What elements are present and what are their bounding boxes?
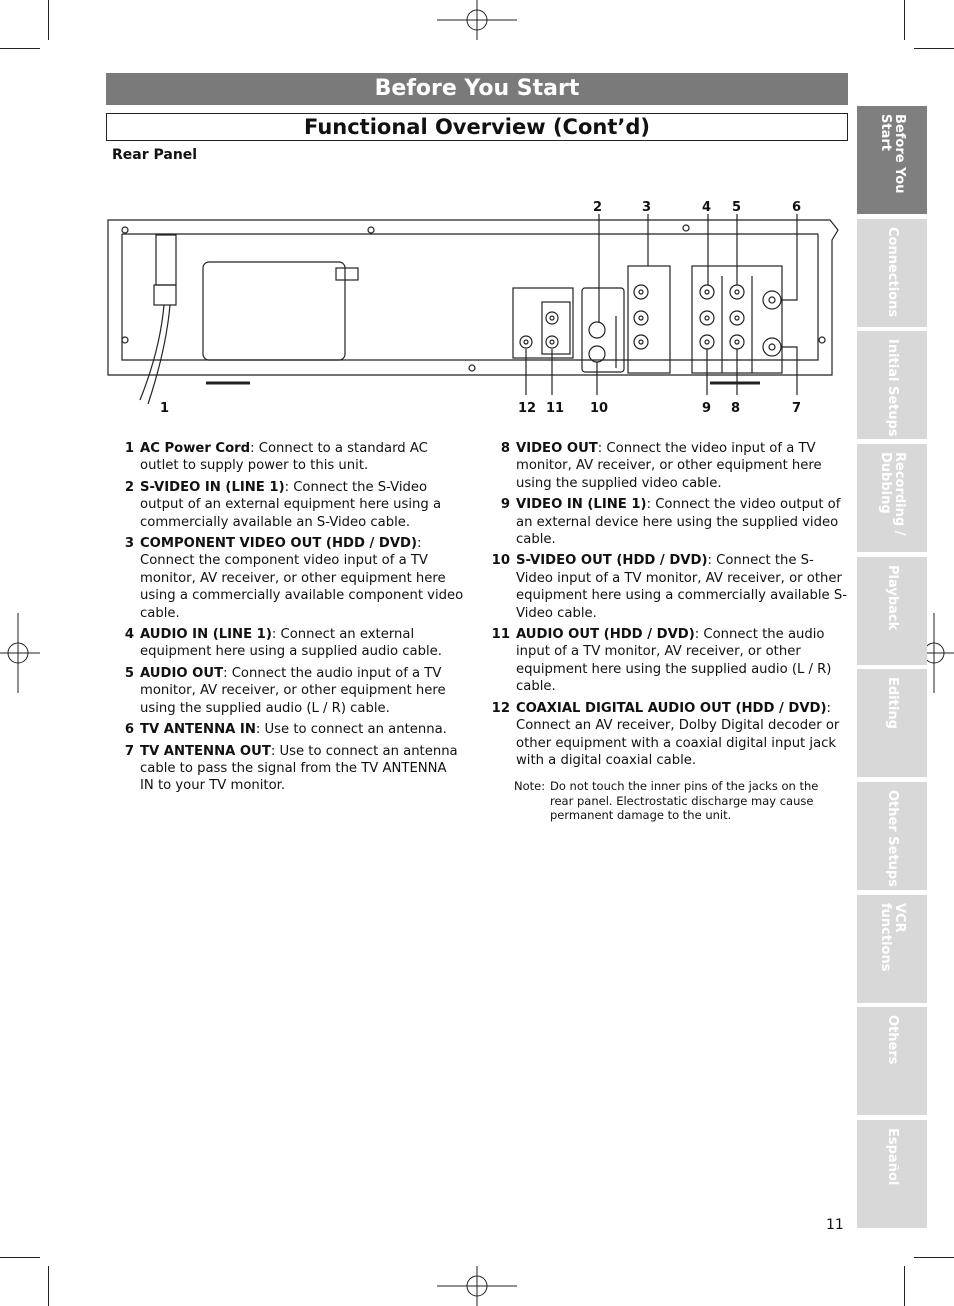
items-left-column bbox=[112, 440, 464, 799]
item-number: 2 bbox=[124, 479, 134, 495]
item-description: : Connect the S-Video output of an external equipment here using a commercially available an S-Video cable. bbox=[140, 479, 442, 530]
item-title: S-VIDEO OUT (HDD / DVD) bbox=[516, 553, 708, 569]
callout-11: 11 bbox=[546, 401, 565, 416]
item-title: AC Power Cord bbox=[140, 441, 251, 456]
list-item bbox=[488, 626, 848, 696]
list-item bbox=[488, 700, 848, 770]
tab-label: Playback bbox=[885, 565, 900, 631]
item-description: : Connect the S-Video input of a TV monitor, AV receiver, or other equipment here using a commercially available S-Video cable. bbox=[516, 553, 847, 621]
item-number: 12 bbox=[491, 700, 510, 716]
item-title: VIDEO IN (LINE 1) bbox=[516, 497, 647, 513]
callout-10: 10 bbox=[590, 401, 609, 416]
tab-before-you-start[interactable] bbox=[857, 106, 927, 214]
tab-label: Others bbox=[885, 1015, 900, 1065]
callout-8: 8 bbox=[731, 401, 741, 416]
tab-label: Connections bbox=[885, 227, 900, 318]
item-title: S-VIDEO IN (LINE 1) bbox=[140, 479, 285, 495]
registration-mark-top bbox=[437, 0, 517, 40]
rear-panel-heading: Rear Panel bbox=[112, 147, 198, 163]
section-title: Before You Start bbox=[106, 73, 848, 105]
tab-recording-dubbing[interactable] bbox=[857, 444, 927, 552]
callout-1: 1 bbox=[160, 401, 170, 416]
tab-espanol[interactable] bbox=[857, 1120, 927, 1228]
item-number: 1 bbox=[124, 441, 134, 456]
item-number: 10 bbox=[491, 553, 510, 569]
item-number: 7 bbox=[124, 743, 134, 759]
tab-other-setups[interactable] bbox=[857, 782, 927, 890]
item-number: 3 bbox=[124, 536, 134, 552]
rear-panel-diagram bbox=[100, 190, 845, 420]
page-title: Functional Overview (Cont’d) bbox=[106, 113, 848, 141]
crop-mark bbox=[0, 48, 40, 49]
registration-mark-left bbox=[0, 613, 40, 693]
page-number: 11 bbox=[826, 1217, 844, 1233]
item-title: COAXIAL DIGITAL AUDIO OUT (HDD / DVD) bbox=[516, 700, 827, 716]
note bbox=[488, 779, 848, 822]
list-item bbox=[112, 721, 464, 738]
tab-connections[interactable] bbox=[857, 219, 927, 327]
item-description: : Connect an external equipment here using a supplied audio cable. bbox=[140, 627, 442, 660]
list-item bbox=[488, 552, 848, 622]
item-number: 4 bbox=[124, 627, 134, 643]
note-label: Note: bbox=[514, 779, 546, 794]
callout-2: 2 bbox=[593, 200, 603, 215]
crop-mark bbox=[0, 1257, 40, 1258]
tab-label: Recording / Dubbing bbox=[878, 452, 907, 536]
tab-editing[interactable] bbox=[857, 669, 927, 777]
registration-mark-bottom bbox=[437, 1266, 517, 1306]
list-item bbox=[112, 479, 464, 531]
item-title: AUDIO OUT (HDD / DVD) bbox=[516, 627, 695, 643]
tab-initial-setups[interactable] bbox=[857, 331, 927, 439]
list-item bbox=[488, 496, 848, 548]
tab-vcr-functions[interactable] bbox=[857, 895, 927, 1003]
crop-mark bbox=[914, 1257, 954, 1258]
item-description: : Use to connect an antenna. bbox=[255, 722, 447, 738]
list-item bbox=[112, 626, 464, 661]
item-number: 11 bbox=[491, 627, 510, 643]
item-number: 6 bbox=[124, 722, 134, 738]
callout-7: 7 bbox=[792, 401, 802, 416]
list-item bbox=[112, 535, 464, 622]
tab-label: VCR functions bbox=[878, 903, 907, 972]
item-number: 8 bbox=[500, 441, 510, 456]
item-description: : Connect the audio input of a TV monitor, AV receiver, or other equipment here using the supplied audio (L / R) cable. bbox=[516, 627, 832, 695]
item-description: : Connect an AV receiver, Dolby Digital decoder or other equipment with a coaxial digital input jack with a digital coaxial cable. bbox=[516, 700, 840, 768]
item-description: : Connect the video output of an external device here using the supplied video cable. bbox=[516, 497, 841, 548]
tab-label: Español bbox=[885, 1128, 900, 1186]
list-item bbox=[112, 440, 464, 475]
tab-others[interactable] bbox=[857, 1007, 927, 1115]
item-description: : Connect the component video input of a TV monitor, AV receiver, or other equipment here using a commercially available component video cable. bbox=[140, 536, 464, 621]
item-number: 5 bbox=[124, 665, 134, 681]
tab-playback[interactable] bbox=[857, 557, 927, 665]
item-title: AUDIO IN (LINE 1) bbox=[140, 627, 272, 643]
crop-mark bbox=[904, 1266, 905, 1306]
list-item bbox=[112, 743, 464, 795]
item-description: : Connect the audio input of a TV monitor, AV receiver, or other equipment here using the supplied audio (L / R) cable. bbox=[140, 665, 446, 716]
item-title: VIDEO OUT bbox=[516, 441, 598, 456]
callout-12: 12 bbox=[518, 401, 537, 416]
crop-mark bbox=[904, 0, 905, 40]
callout-9: 9 bbox=[702, 401, 712, 416]
note-text: Do not touch the inner pins of the jacks on the rear panel. Electrostatic discharge may cause permanent damage to the unit. bbox=[550, 779, 819, 822]
tab-label: Other Setups bbox=[885, 790, 900, 887]
crop-mark bbox=[914, 48, 954, 49]
tab-label: Before You Start bbox=[878, 114, 907, 194]
item-title: COMPONENT VIDEO OUT (HDD / DVD) bbox=[140, 536, 418, 552]
item-title: TV ANTENNA OUT bbox=[140, 743, 271, 759]
item-description: : Connect the video input of a TV monitor, AV receiver, or other equipment here using the supplied video cable. bbox=[516, 441, 822, 491]
item-title: TV ANTENNA IN bbox=[140, 722, 256, 738]
callout-6: 6 bbox=[792, 200, 802, 215]
crop-mark bbox=[48, 0, 49, 40]
list-item bbox=[112, 665, 464, 717]
item-description: : Connect to a standard AC outlet to supply power to this unit. bbox=[140, 441, 428, 474]
items-right-column bbox=[488, 440, 848, 822]
callout-4: 4 bbox=[702, 200, 712, 215]
item-description: : Use to connect an antenna cable to pass the signal from the TV ANTENNA IN to your TV monitor. bbox=[140, 743, 458, 794]
list-item bbox=[488, 440, 848, 492]
item-number: 9 bbox=[500, 497, 510, 513]
callout-5: 5 bbox=[732, 200, 742, 215]
tab-label: Initial Setups bbox=[885, 339, 900, 437]
item-title: AUDIO OUT bbox=[140, 665, 224, 681]
tab-label: Editing bbox=[885, 677, 900, 729]
crop-mark bbox=[48, 1266, 49, 1306]
callout-3: 3 bbox=[642, 200, 652, 215]
